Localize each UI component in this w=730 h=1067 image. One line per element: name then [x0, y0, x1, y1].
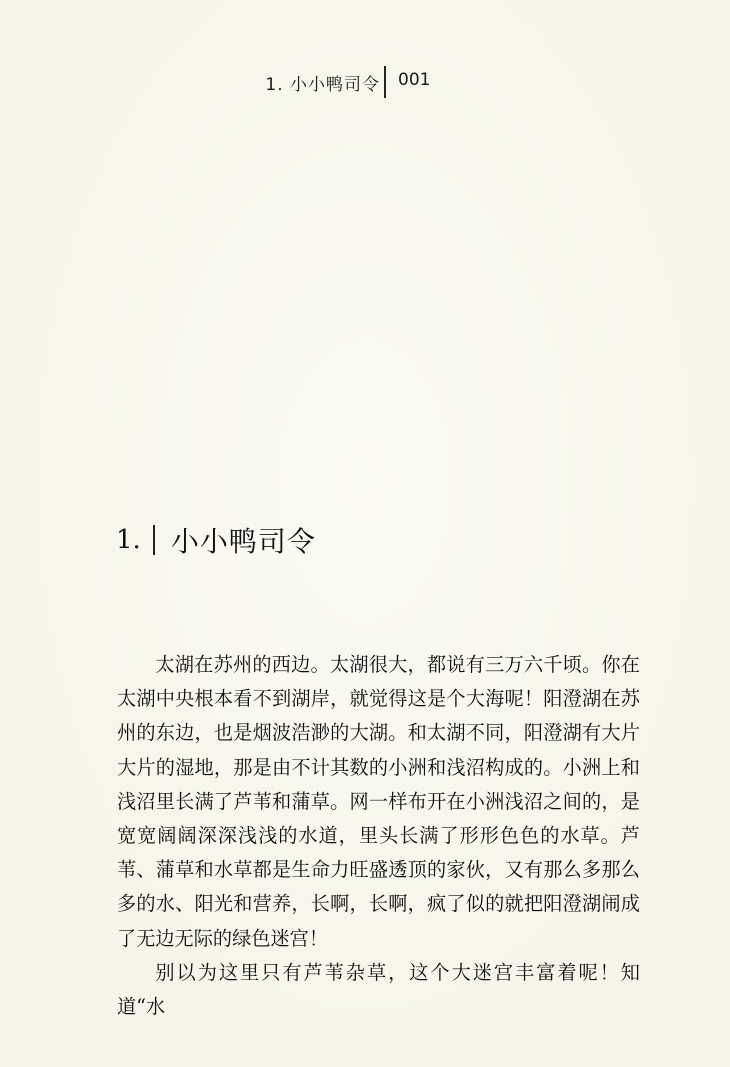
- running-header-title: 1. 小小鸭司令: [265, 75, 380, 95]
- running-header-divider: [384, 66, 386, 98]
- paragraph: 太湖在苏州的西边。太湖很大，都说有三万六千顷。你在太湖中央根本看不到湖岸，就觉得这是个大海呢！阳澄湖在苏州的东边，也是烟波浩渺的大湖。和太湖不同，阳澄湖有大片大片的湿地，那是由不计其数的小洲和浅沼构成的。小洲上和浅沼里长满了芦苇和蒲草。网一样布开在小洲浅沼之间的，是宽宽阔阔深深浅浅的水道，里头长满了形形色色的水草。芦苇、蒲草和水草都是生命力旺盛透顶的家伙，又有那么多那么多的水、阳光和营养，长啊，长啊，疯了似的就把阳澄湖闹成了无边无际的绿色迷宫！: [117, 653, 640, 950]
- body-text: [117, 648, 640, 1024]
- chapter-heading-divider: [153, 525, 155, 555]
- chapter-heading: [116, 518, 316, 562]
- bleed-through-text: [112, 160, 637, 190]
- running-header: [0, 66, 730, 98]
- page-number: 001: [398, 70, 431, 90]
- chapter-title: 小小鸭司令: [170, 525, 316, 558]
- paragraph: 别以为这里只有芦苇杂草，这个大迷宫丰富着呢！知道“水: [117, 960, 640, 1019]
- chapter-number: 1.: [116, 525, 141, 555]
